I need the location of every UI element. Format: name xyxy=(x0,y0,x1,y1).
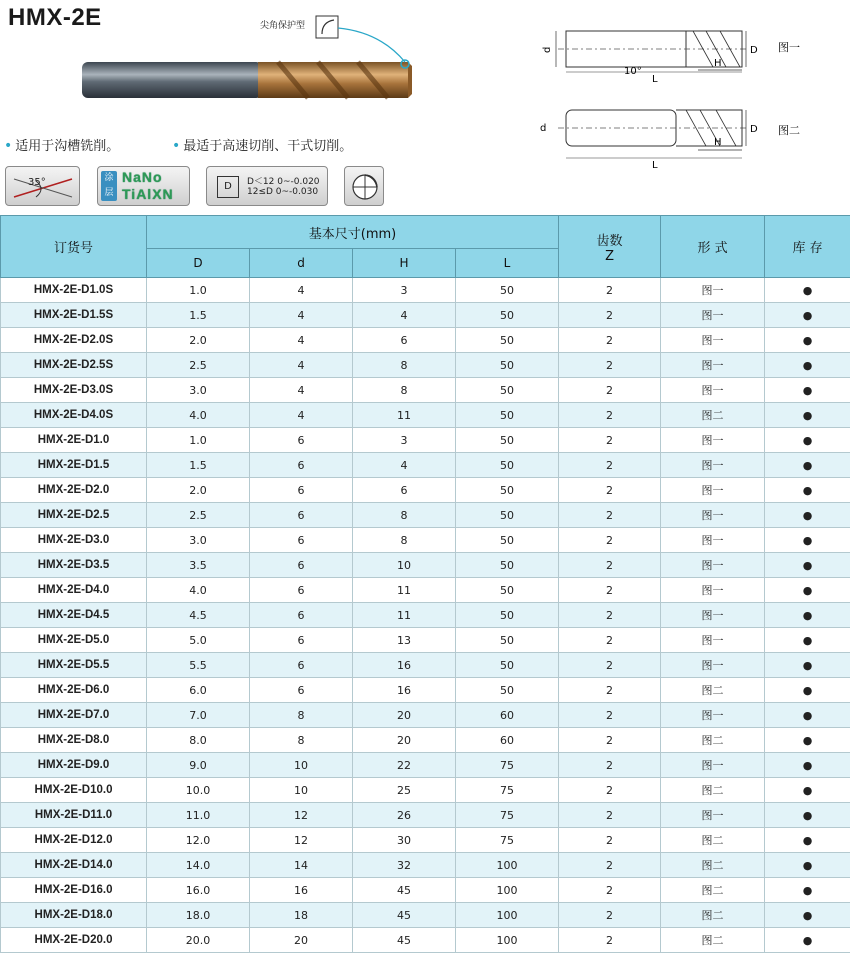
cell-d: 4 xyxy=(250,328,353,353)
cell-h: 3 xyxy=(353,278,456,303)
cell-d: 16.0 xyxy=(147,878,250,903)
cell-d: 14 xyxy=(250,853,353,878)
cell-d: 5.5 xyxy=(147,653,250,678)
diag2-L-label: L xyxy=(652,160,658,170)
cell-h: 45 xyxy=(353,928,456,953)
cell-h: 4 xyxy=(353,453,456,478)
table-row xyxy=(1,378,850,403)
cell-h: 26 xyxy=(353,803,456,828)
cell-order: HMX-2E-D3.0S xyxy=(1,378,147,403)
cell-l: 50 xyxy=(456,403,559,428)
cell-stock: ● xyxy=(765,378,850,403)
cell-form: 图一 xyxy=(661,803,765,828)
cell-form: 图一 xyxy=(661,578,765,603)
cell-l: 50 xyxy=(456,603,559,628)
cell-d: 6 xyxy=(250,603,353,628)
cell-z: 2 xyxy=(559,853,661,878)
coating-line-1: NaNo xyxy=(122,169,163,185)
cell-stock: ● xyxy=(765,928,850,953)
tolerance-line-1: D＜12 0~-0.020 xyxy=(247,177,320,187)
cell-stock: ● xyxy=(765,428,850,453)
cell-stock: ● xyxy=(765,553,850,578)
cell-order: HMX-2E-D9.0 xyxy=(1,753,147,778)
cell-form: 图二 xyxy=(661,828,765,853)
cell-l: 50 xyxy=(456,578,559,603)
cell-order: HMX-2E-D4.0 xyxy=(1,578,147,603)
cell-l: 75 xyxy=(456,778,559,803)
cell-l: 50 xyxy=(456,353,559,378)
diag1-angle-label: 10° xyxy=(624,66,642,77)
cell-z: 2 xyxy=(559,653,661,678)
table-row xyxy=(1,578,850,603)
cell-h: 16 xyxy=(353,653,456,678)
cell-z: 2 xyxy=(559,403,661,428)
cell-h: 3 xyxy=(353,428,456,453)
cell-d: 10 xyxy=(250,753,353,778)
cell-form: 图一 xyxy=(661,328,765,353)
end-mill-image xyxy=(80,14,440,104)
cell-form: 图一 xyxy=(661,453,765,478)
cell-h: 20 xyxy=(353,703,456,728)
cell-z: 2 xyxy=(559,528,661,553)
cell-stock: ● xyxy=(765,578,850,603)
cell-stock: ● xyxy=(765,753,850,778)
cell-form: 图二 xyxy=(661,853,765,878)
table-row xyxy=(1,678,850,703)
cell-stock: ● xyxy=(765,403,850,428)
cell-order: HMX-2E-D2.0S xyxy=(1,328,147,353)
diag2-D-label: D xyxy=(750,124,758,135)
cell-d: 2.0 xyxy=(147,478,250,503)
cell-d: 1.0 xyxy=(147,278,250,303)
feature-text: 适用于沟槽铣削。 xyxy=(15,139,120,154)
table-row xyxy=(1,603,850,628)
cell-stock: ● xyxy=(765,453,850,478)
cell-stock: ● xyxy=(765,528,850,553)
diag1-D-label: D xyxy=(750,45,758,56)
cell-z: 2 xyxy=(559,603,661,628)
cell-order: HMX-2E-D11.0 xyxy=(1,803,147,828)
feature-text: 最适于高速切削、干式切削。 xyxy=(183,139,353,154)
cell-h: 45 xyxy=(353,878,456,903)
header-form: 形 式 xyxy=(661,216,765,278)
cell-h: 4 xyxy=(353,303,456,328)
cell-h: 20 xyxy=(353,728,456,753)
cell-d: 6 xyxy=(250,553,353,578)
cell-d: 12.0 xyxy=(147,828,250,853)
cell-z: 2 xyxy=(559,703,661,728)
cell-d: 6.0 xyxy=(147,678,250,703)
cell-d: 6 xyxy=(250,503,353,528)
cell-stock: ● xyxy=(765,603,850,628)
cell-order: HMX-2E-D5.0 xyxy=(1,628,147,653)
cell-l: 100 xyxy=(456,903,559,928)
cell-h: 8 xyxy=(353,528,456,553)
cell-form: 图二 xyxy=(661,678,765,703)
cell-h: 11 xyxy=(353,603,456,628)
cell-order: HMX-2E-D2.5S xyxy=(1,353,147,378)
cell-l: 100 xyxy=(456,853,559,878)
cell-z: 2 xyxy=(559,478,661,503)
table-row xyxy=(1,428,850,453)
cell-d: 4 xyxy=(250,378,353,403)
header-basic-size: 基本尺寸(mm) xyxy=(147,216,559,249)
cell-d: 2.5 xyxy=(147,503,250,528)
cell-order: HMX-2E-D18.0 xyxy=(1,903,147,928)
cell-form: 图一 xyxy=(661,503,765,528)
cell-l: 75 xyxy=(456,753,559,778)
cell-d: 4 xyxy=(250,278,353,303)
table-row xyxy=(1,303,850,328)
cell-z: 2 xyxy=(559,553,661,578)
cell-order: HMX-2E-D1.0 xyxy=(1,428,147,453)
cell-h: 6 xyxy=(353,478,456,503)
cell-d: 18.0 xyxy=(147,903,250,928)
cell-d: 6 xyxy=(250,628,353,653)
cell-d: 9.0 xyxy=(147,753,250,778)
cell-stock: ● xyxy=(765,353,850,378)
feature-item: • 适用于沟槽铣削。 xyxy=(4,138,120,154)
table-row xyxy=(1,328,850,353)
cell-l: 50 xyxy=(456,428,559,453)
cell-l: 50 xyxy=(456,278,559,303)
cell-h: 16 xyxy=(353,678,456,703)
cell-l: 50 xyxy=(456,303,559,328)
cell-d: 1.5 xyxy=(147,453,250,478)
cell-d: 6 xyxy=(250,528,353,553)
cell-l: 50 xyxy=(456,503,559,528)
cell-stock: ● xyxy=(765,278,850,303)
cell-form: 图一 xyxy=(661,628,765,653)
cell-order: HMX-2E-D12.0 xyxy=(1,828,147,853)
cell-z: 2 xyxy=(559,328,661,353)
coating-tag: 涂层 xyxy=(101,171,117,201)
table-row xyxy=(1,453,850,478)
cell-d: 3.0 xyxy=(147,378,250,403)
cell-d: 12 xyxy=(250,803,353,828)
cell-order: HMX-2E-D4.0S xyxy=(1,403,147,428)
cell-z: 2 xyxy=(559,728,661,753)
coating-icon xyxy=(97,166,190,206)
cell-z: 2 xyxy=(559,753,661,778)
cell-order: HMX-2E-D2.5 xyxy=(1,503,147,528)
cell-h: 22 xyxy=(353,753,456,778)
table-row xyxy=(1,528,850,553)
cell-order: HMX-2E-D16.0 xyxy=(1,878,147,903)
cell-z: 2 xyxy=(559,303,661,328)
cell-d: 4 xyxy=(250,353,353,378)
table-row xyxy=(1,353,850,378)
diag1-H-label: H xyxy=(714,58,722,69)
header-stock: 库 存 xyxy=(765,216,850,278)
cell-order: HMX-2E-D7.0 xyxy=(1,703,147,728)
table-row xyxy=(1,628,850,653)
cell-d: 6 xyxy=(250,428,353,453)
cell-d: 7.0 xyxy=(147,703,250,728)
cell-l: 50 xyxy=(456,378,559,403)
table-row xyxy=(1,928,850,953)
cell-d: 20 xyxy=(250,928,353,953)
cell-l: 50 xyxy=(456,553,559,578)
header-d: d xyxy=(250,249,353,278)
cell-z: 2 xyxy=(559,878,661,903)
cell-d: 4.0 xyxy=(147,578,250,603)
cell-order: HMX-2E-D3.0 xyxy=(1,528,147,553)
table-row xyxy=(1,853,850,878)
cell-z: 2 xyxy=(559,778,661,803)
cell-h: 25 xyxy=(353,778,456,803)
cell-d: 2.0 xyxy=(147,328,250,353)
cell-z: 2 xyxy=(559,928,661,953)
cell-form: 图一 xyxy=(661,428,765,453)
cell-h: 10 xyxy=(353,553,456,578)
diag1-caption: 图一 xyxy=(778,41,800,54)
cell-l: 100 xyxy=(456,878,559,903)
spec-table xyxy=(0,215,850,953)
header-teeth-line2: Z xyxy=(605,248,614,264)
cell-z: 2 xyxy=(559,628,661,653)
tolerance-icon xyxy=(206,166,328,206)
cell-stock: ● xyxy=(765,503,850,528)
cell-form: 图一 xyxy=(661,653,765,678)
cell-form: 图一 xyxy=(661,303,765,328)
cell-l: 100 xyxy=(456,928,559,953)
cell-order: HMX-2E-D1.5S xyxy=(1,303,147,328)
helix-angle-icon xyxy=(5,166,80,206)
cell-d: 3.0 xyxy=(147,528,250,553)
cell-order: HMX-2E-D5.5 xyxy=(1,653,147,678)
cell-d: 6 xyxy=(250,653,353,678)
cell-l: 50 xyxy=(456,478,559,503)
table-row xyxy=(1,778,850,803)
cell-d: 6 xyxy=(250,578,353,603)
table-row xyxy=(1,478,850,503)
cell-order: HMX-2E-D3.5 xyxy=(1,553,147,578)
diag2-d-label: d xyxy=(540,123,547,134)
cell-stock: ● xyxy=(765,828,850,853)
table-row xyxy=(1,278,850,303)
cell-order: HMX-2E-D2.0 xyxy=(1,478,147,503)
cell-h: 45 xyxy=(353,903,456,928)
cell-form: 图二 xyxy=(661,878,765,903)
cell-stock: ● xyxy=(765,778,850,803)
dimension-diagram-2 xyxy=(528,100,828,170)
cell-h: 8 xyxy=(353,503,456,528)
cell-form: 图二 xyxy=(661,928,765,953)
cell-stock: ● xyxy=(765,628,850,653)
cell-d: 20.0 xyxy=(147,928,250,953)
cell-z: 2 xyxy=(559,428,661,453)
table-row xyxy=(1,728,850,753)
table-row xyxy=(1,878,850,903)
cell-l: 50 xyxy=(456,653,559,678)
cell-stock: ● xyxy=(765,903,850,928)
cell-d: 4 xyxy=(250,403,353,428)
table-row xyxy=(1,703,850,728)
table-row xyxy=(1,503,850,528)
cell-z: 2 xyxy=(559,903,661,928)
cell-l: 50 xyxy=(456,678,559,703)
table-row xyxy=(1,803,850,828)
cell-d: 10 xyxy=(250,778,353,803)
cell-d: 3.5 xyxy=(147,553,250,578)
cell-z: 2 xyxy=(559,578,661,603)
cell-stock: ● xyxy=(765,478,850,503)
cell-z: 2 xyxy=(559,503,661,528)
cell-form: 图一 xyxy=(661,528,765,553)
cell-z: 2 xyxy=(559,453,661,478)
cell-l: 75 xyxy=(456,803,559,828)
table-row xyxy=(1,653,850,678)
cell-form: 图一 xyxy=(661,353,765,378)
tolerance-line-2: 12≤D 0~-0.030 xyxy=(247,187,319,197)
table-row xyxy=(1,828,850,853)
table-row xyxy=(1,553,850,578)
cell-d: 8 xyxy=(250,728,353,753)
cell-h: 32 xyxy=(353,853,456,878)
header-teeth xyxy=(559,216,661,278)
diag1-L-label: L xyxy=(652,74,658,85)
header-order: 订货号 xyxy=(1,216,147,278)
cell-l: 50 xyxy=(456,628,559,653)
cell-h: 8 xyxy=(353,353,456,378)
cell-d: 18 xyxy=(250,903,353,928)
cell-order: HMX-2E-D1.0S xyxy=(1,278,147,303)
cell-l: 75 xyxy=(456,828,559,853)
cell-stock: ● xyxy=(765,703,850,728)
cell-h: 13 xyxy=(353,628,456,653)
helix-angle-value: 35° xyxy=(28,177,46,188)
cell-z: 2 xyxy=(559,678,661,703)
cell-h: 30 xyxy=(353,828,456,853)
cell-form: 图一 xyxy=(661,553,765,578)
cell-d: 8.0 xyxy=(147,728,250,753)
cell-h: 11 xyxy=(353,578,456,603)
cell-d: 14.0 xyxy=(147,853,250,878)
cell-order: HMX-2E-D4.5 xyxy=(1,603,147,628)
cell-l: 60 xyxy=(456,728,559,753)
cell-form: 图一 xyxy=(661,753,765,778)
cell-stock: ● xyxy=(765,653,850,678)
cell-z: 2 xyxy=(559,353,661,378)
cell-order: HMX-2E-D20.0 xyxy=(1,928,147,953)
cell-d: 12 xyxy=(250,828,353,853)
cell-form: 图一 xyxy=(661,478,765,503)
diag2-H-label: H xyxy=(714,137,722,148)
cell-d: 5.0 xyxy=(147,628,250,653)
cell-order: HMX-2E-D6.0 xyxy=(1,678,147,703)
header-D: D xyxy=(147,249,250,278)
cell-stock: ● xyxy=(765,803,850,828)
cell-d: 4 xyxy=(250,303,353,328)
cell-order: HMX-2E-D1.5 xyxy=(1,453,147,478)
header-L: L xyxy=(456,249,559,278)
cell-order: HMX-2E-D14.0 xyxy=(1,853,147,878)
cell-d: 11.0 xyxy=(147,803,250,828)
cell-l: 50 xyxy=(456,453,559,478)
cell-stock: ● xyxy=(765,878,850,903)
feature-item: • 最适于高速切削、干式切削。 xyxy=(172,138,353,154)
table-row xyxy=(1,753,850,778)
cell-d: 8 xyxy=(250,703,353,728)
cell-form: 图二 xyxy=(661,728,765,753)
cell-d: 1.0 xyxy=(147,428,250,453)
cell-h: 6 xyxy=(353,328,456,353)
cell-d: 6 xyxy=(250,453,353,478)
cell-stock: ● xyxy=(765,728,850,753)
cell-stock: ● xyxy=(765,853,850,878)
header-teeth-line1: 齿数 xyxy=(596,233,623,249)
diag2-caption: 图二 xyxy=(778,124,800,137)
cell-d: 10.0 xyxy=(147,778,250,803)
callout-label: 尖角保护型 xyxy=(260,21,306,31)
cell-z: 2 xyxy=(559,828,661,853)
cell-l: 50 xyxy=(456,528,559,553)
page-title: HMX-2E xyxy=(8,4,102,31)
cell-l: 50 xyxy=(456,328,559,353)
cell-form: 图二 xyxy=(661,903,765,928)
cell-h: 11 xyxy=(353,403,456,428)
cell-h: 8 xyxy=(353,378,456,403)
cell-z: 2 xyxy=(559,803,661,828)
cell-form: 图一 xyxy=(661,603,765,628)
header-H: H xyxy=(353,249,456,278)
cell-form: 图二 xyxy=(661,778,765,803)
spec-table-body xyxy=(1,278,850,953)
tolerance-box: D xyxy=(217,176,239,198)
corner-protect-icon xyxy=(344,166,384,206)
cell-d: 6 xyxy=(250,478,353,503)
cell-l: 60 xyxy=(456,703,559,728)
cell-d: 4.0 xyxy=(147,403,250,428)
cell-d: 1.5 xyxy=(147,303,250,328)
cell-d: 2.5 xyxy=(147,353,250,378)
cell-z: 2 xyxy=(559,278,661,303)
cell-stock: ● xyxy=(765,303,850,328)
cell-form: 图一 xyxy=(661,278,765,303)
cell-stock: ● xyxy=(765,328,850,353)
table-row xyxy=(1,403,850,428)
cell-z: 2 xyxy=(559,378,661,403)
coating-line-2: TiAlXN xyxy=(122,186,174,202)
cell-order: HMX-2E-D8.0 xyxy=(1,728,147,753)
diag1-d-label: d xyxy=(542,46,553,53)
cell-form: 图一 xyxy=(661,378,765,403)
cell-order: HMX-2E-D10.0 xyxy=(1,778,147,803)
cell-stock: ● xyxy=(765,678,850,703)
cell-form: 图二 xyxy=(661,403,765,428)
dimension-diagram-1 xyxy=(528,18,828,88)
cell-d: 16 xyxy=(250,878,353,903)
cell-d: 4.5 xyxy=(147,603,250,628)
table-row xyxy=(1,903,850,928)
cell-form: 图一 xyxy=(661,703,765,728)
cell-d: 6 xyxy=(250,678,353,703)
